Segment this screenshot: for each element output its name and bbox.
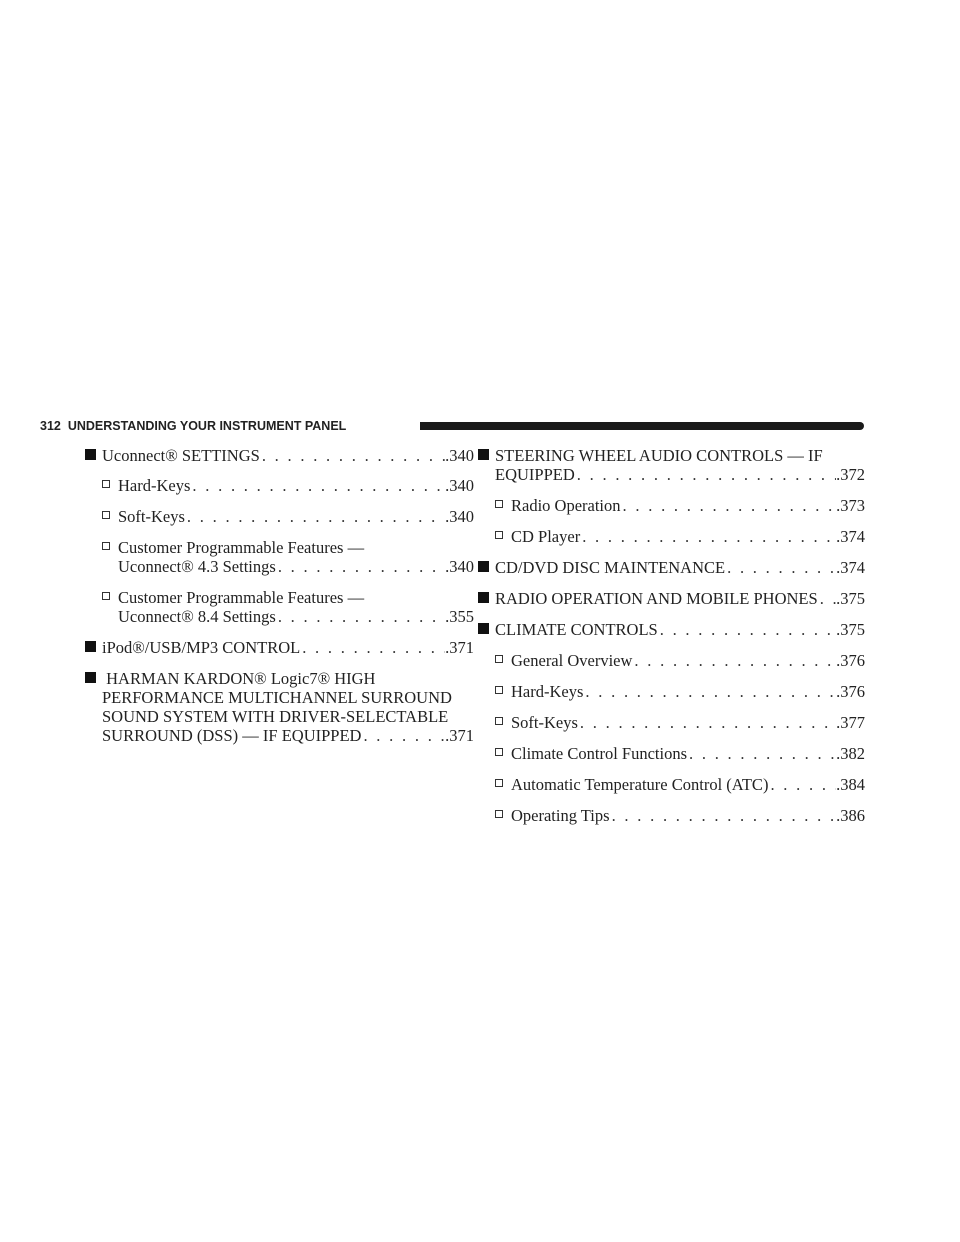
toc-entry-cd-player[interactable]: CD Player . . . .374: [477, 527, 865, 546]
toc-right-column: [477, 446, 865, 825]
toc-entry-radio-mobile-phones[interactable]: RADIO OPERATION AND MOBILE PHONES . . . .375: [477, 589, 865, 608]
header-rule: [420, 422, 864, 430]
hollow-square-bullet-icon: [495, 748, 503, 756]
hollow-square-bullet-icon: [495, 779, 503, 787]
page-header: [40, 418, 864, 434]
square-bullet-icon: [85, 672, 96, 683]
page-number: 312: [40, 419, 61, 433]
hollow-square-bullet-icon: [495, 717, 503, 725]
square-bullet-icon: [478, 623, 489, 634]
toc-entry-uconnect-settings[interactable]: Uconnect® SETTINGS . . . .340: [84, 446, 474, 465]
hollow-square-bullet-icon: [495, 500, 503, 508]
toc-entry-hard-keys[interactable]: Hard-Keys . . . .340: [84, 476, 474, 495]
toc-entry-climate-hard-keys[interactable]: Hard-Keys . . . .376: [477, 682, 865, 701]
square-bullet-icon: [478, 449, 489, 460]
toc-entry-climate-soft-keys[interactable]: Soft-Keys . . . .377: [477, 713, 865, 732]
toc-entry-uconnect-43-settings[interactable]: Customer Programmable Features — Uconnect® 4.3 Settings . . . .340: [84, 538, 474, 576]
hollow-square-bullet-icon: [495, 531, 503, 539]
toc-entry-steering-wheel-audio[interactable]: STEERING WHEEL AUDIO CONTROLS — IF EQUIPPED . . . .372: [477, 446, 865, 484]
toc-entry-climate-control-functions[interactable]: Climate Control Functions . . . .382: [477, 744, 865, 763]
square-bullet-icon: [85, 641, 96, 652]
hollow-square-bullet-icon: [102, 511, 110, 519]
hollow-square-bullet-icon: [495, 810, 503, 818]
toc-entry-general-overview[interactable]: General Overview . . . .376: [477, 651, 865, 670]
toc-entry-ipod-usb-mp3[interactable]: iPod®/USB/MP3 CONTROL . . . .371: [84, 638, 474, 657]
hollow-square-bullet-icon: [102, 480, 110, 488]
header-text: [40, 418, 346, 434]
toc-entry-atc[interactable]: Automatic Temperature Control (ATC) . . . .384: [477, 775, 865, 794]
toc-left-column: [84, 446, 474, 745]
square-bullet-icon: [85, 449, 96, 460]
hollow-square-bullet-icon: [102, 592, 110, 600]
hollow-square-bullet-icon: [495, 686, 503, 694]
toc-entry-climate-controls[interactable]: CLIMATE CONTROLS . . . .375: [477, 620, 865, 639]
toc-entry-uconnect-84-settings[interactable]: Customer Programmable Features — Uconnect® 8.4 Settings . . . .355: [84, 588, 474, 626]
square-bullet-icon: [478, 592, 489, 603]
toc-entry-radio-operation[interactable]: Radio Operation . . . .373: [477, 496, 865, 515]
toc-entry-cd-dvd-maintenance[interactable]: CD/DVD DISC MAINTENANCE . . . .374: [477, 558, 865, 577]
section-title: UNDERSTANDING YOUR INSTRUMENT PANEL: [67, 419, 347, 433]
hollow-square-bullet-icon: [102, 542, 110, 550]
square-bullet-icon: [478, 561, 489, 572]
hollow-square-bullet-icon: [495, 655, 503, 663]
toc-entry-soft-keys[interactable]: Soft-Keys . . . .340: [84, 507, 474, 526]
toc-entry-operating-tips[interactable]: Operating Tips . . . .386: [477, 806, 865, 825]
toc-entry-harman-kardon[interactable]: HARMAN KARDON® Logic7® HIGH PERFORMANCE MULTICHANNEL SURROUND SOUND SYSTEM WITH DRIVER-SELECTABLE SURROUND (DSS) — IF EQUIPPED . . . .371: [84, 669, 474, 745]
